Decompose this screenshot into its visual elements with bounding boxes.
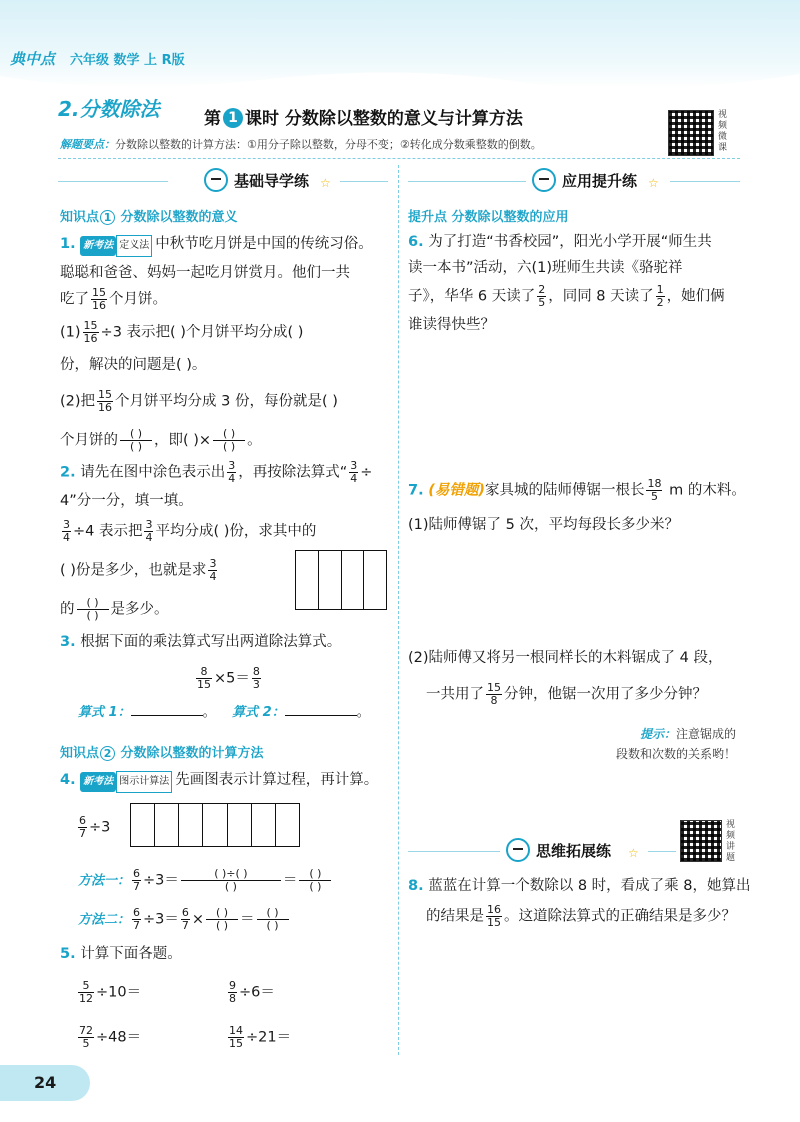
star-icon: ☆: [648, 176, 659, 190]
qr-label: 视频讲题: [726, 820, 736, 863]
shading-grid[interactable]: [295, 550, 387, 610]
question-4: 4. 新考法 图示计算法 先画图表示计算过程，再计算。 $\frac{6}{7}$ ÷3 方法一： $\frac{6}{7}$ ÷3＝ $\frac{( )\div( )}{( )}$ ＝ $\frac{( )}{( )}$ 方法二： $\frac{6}{7}$ ÷3＝ $\frac{6}{7}$ × $\frac{( )}{( )}$ ＝ $\frac{( )}{( )}$: [60, 772, 379, 932]
divider: [58, 158, 740, 159]
question-5: 5. 计算下面各题。 $\frac{5}{12}$ ÷10＝ $\frac{9}{8}$ ÷6＝ $\frac{72}{5}$ ÷48＝ $\frac{14}{15}$ ÷21＝: [60, 944, 390, 1050]
section-title: 2.分数除法: [58, 97, 160, 121]
drawing-grid[interactable]: [130, 803, 300, 847]
section-band-applied: 应用提升练 ☆: [408, 168, 740, 194]
calc-item: $\frac{9}{8}$ ÷6＝: [229, 979, 275, 1005]
improvement-point: 提升点 分数除以整数的应用: [408, 210, 569, 225]
section-band-extension: 思维拓展练 ☆: [408, 838, 676, 864]
star-icon: ☆: [628, 846, 639, 860]
grade-label: 六年级 数学 上 R版: [70, 53, 185, 68]
calc-item: $\frac{5}{12}$ ÷10＝: [79, 979, 142, 1005]
calc-item: $\frac{14}{15}$ ÷21＝: [229, 1024, 292, 1050]
question-7-part-2: (2)陆师傅又将另一根同样长的木料锯成了 4 段， 一共用了 $\frac{15}{8}$ 分钟，他锯一次用了多少分钟？: [408, 650, 723, 707]
section-band-basic: 基础导学练 ☆: [58, 168, 388, 194]
brand-logo: 典中点: [10, 50, 56, 68]
header-wave: [0, 66, 800, 96]
lesson-number-badge: 1: [223, 108, 243, 128]
qr-code-icon[interactable]: [680, 820, 722, 862]
mascot-icon: [532, 168, 556, 192]
tip-line: 解题要点：分数除以整数的计算方法：①用分子除以整数，分母不变；②转化成分数乘整数的倒数。: [60, 138, 542, 151]
mascot-icon: [506, 838, 530, 862]
lesson-title: 第 1 课时 分数除以整数的意义与计算方法: [204, 109, 523, 129]
question-1: 1. 新考法 定义法 中秋节吃月饼是中国的传统习俗。 聪聪和爸爸、妈妈一起吃月饼赏月。他们一共 吃了 $\frac{15}{16}$ 个月饼。 (1) $\frac{15}{16}$ ÷3 表示把( )个月饼平均分成( ) 份，解决的问题是( )。 (2)把 $\frac{15}{16}$ 个月饼平均分成 3 份，每份就是( ) 个月饼的 $\frac{( )}{( )}$ ，即( )× $\frac{( )}{( )}$ 。: [60, 236, 373, 453]
mascot-icon: [204, 168, 228, 192]
column-divider: [398, 165, 399, 1055]
question-7: 7. (易错题)家具城的陆师傅锯一根长 $\frac{18}{5}$ m 的木料。 (1)陆师傅锯了 5 次，平均每段长多少米？: [408, 477, 746, 533]
knowledge-point-1: 知识点 1 分数除以整数的意义: [60, 210, 238, 225]
page-number: 24: [34, 1073, 57, 1092]
question-8: 8. 蓝蓝在计算一个数除以 8 时，看成了乘 8，她算出 的结果是 $\frac{16}{15}$ 。这道除法算式的正确结果是多少？: [408, 878, 751, 929]
question-2: 2. 请先在图中涂色表示出 $\frac{3}{4}$ ，再按除法算式“ $\frac{3}{4}$ ÷ 4”分一分，填一填。 $\frac{3}{4}$ ÷4 表示把 $\frac{3}{4}$ 平均分成( )份，求其中的 ( )份是多少，也就是求 $\frac{3}{4}$ 的 $\frac{( )}{( )}$ 是多少。: [60, 459, 373, 622]
page-number-tab: [0, 1065, 90, 1101]
question-6: 6. 为了打造“书香校园”，阳光小学开展“师生共 读一本书”活动，六(1)班师生共读《骆驼祥 子》，华华 6 天读了 $\frac{2}{5}$ ，同同 8 天读了 $\frac{1}{2}$ ，她们俩 谁读得快些？: [408, 234, 725, 333]
qr-label: 视频微课: [718, 110, 728, 153]
star-icon: ☆: [320, 176, 331, 190]
question-3: 3. 根据下面的乘法算式写出两道除法算式。 $\frac{8}{15}$ ×5＝ $\frac{8}{3}$ 算式 1： 。 算式 2： 。: [60, 634, 370, 720]
knowledge-point-2: 知识点 2 分数除以整数的计算方法: [60, 746, 264, 761]
qr-code-icon[interactable]: [668, 110, 714, 156]
hint-box: 提示：注意锯成的 段数和次数的关系哟！: [615, 727, 736, 761]
calc-item: $\frac{72}{5}$ ÷48＝: [79, 1024, 142, 1050]
